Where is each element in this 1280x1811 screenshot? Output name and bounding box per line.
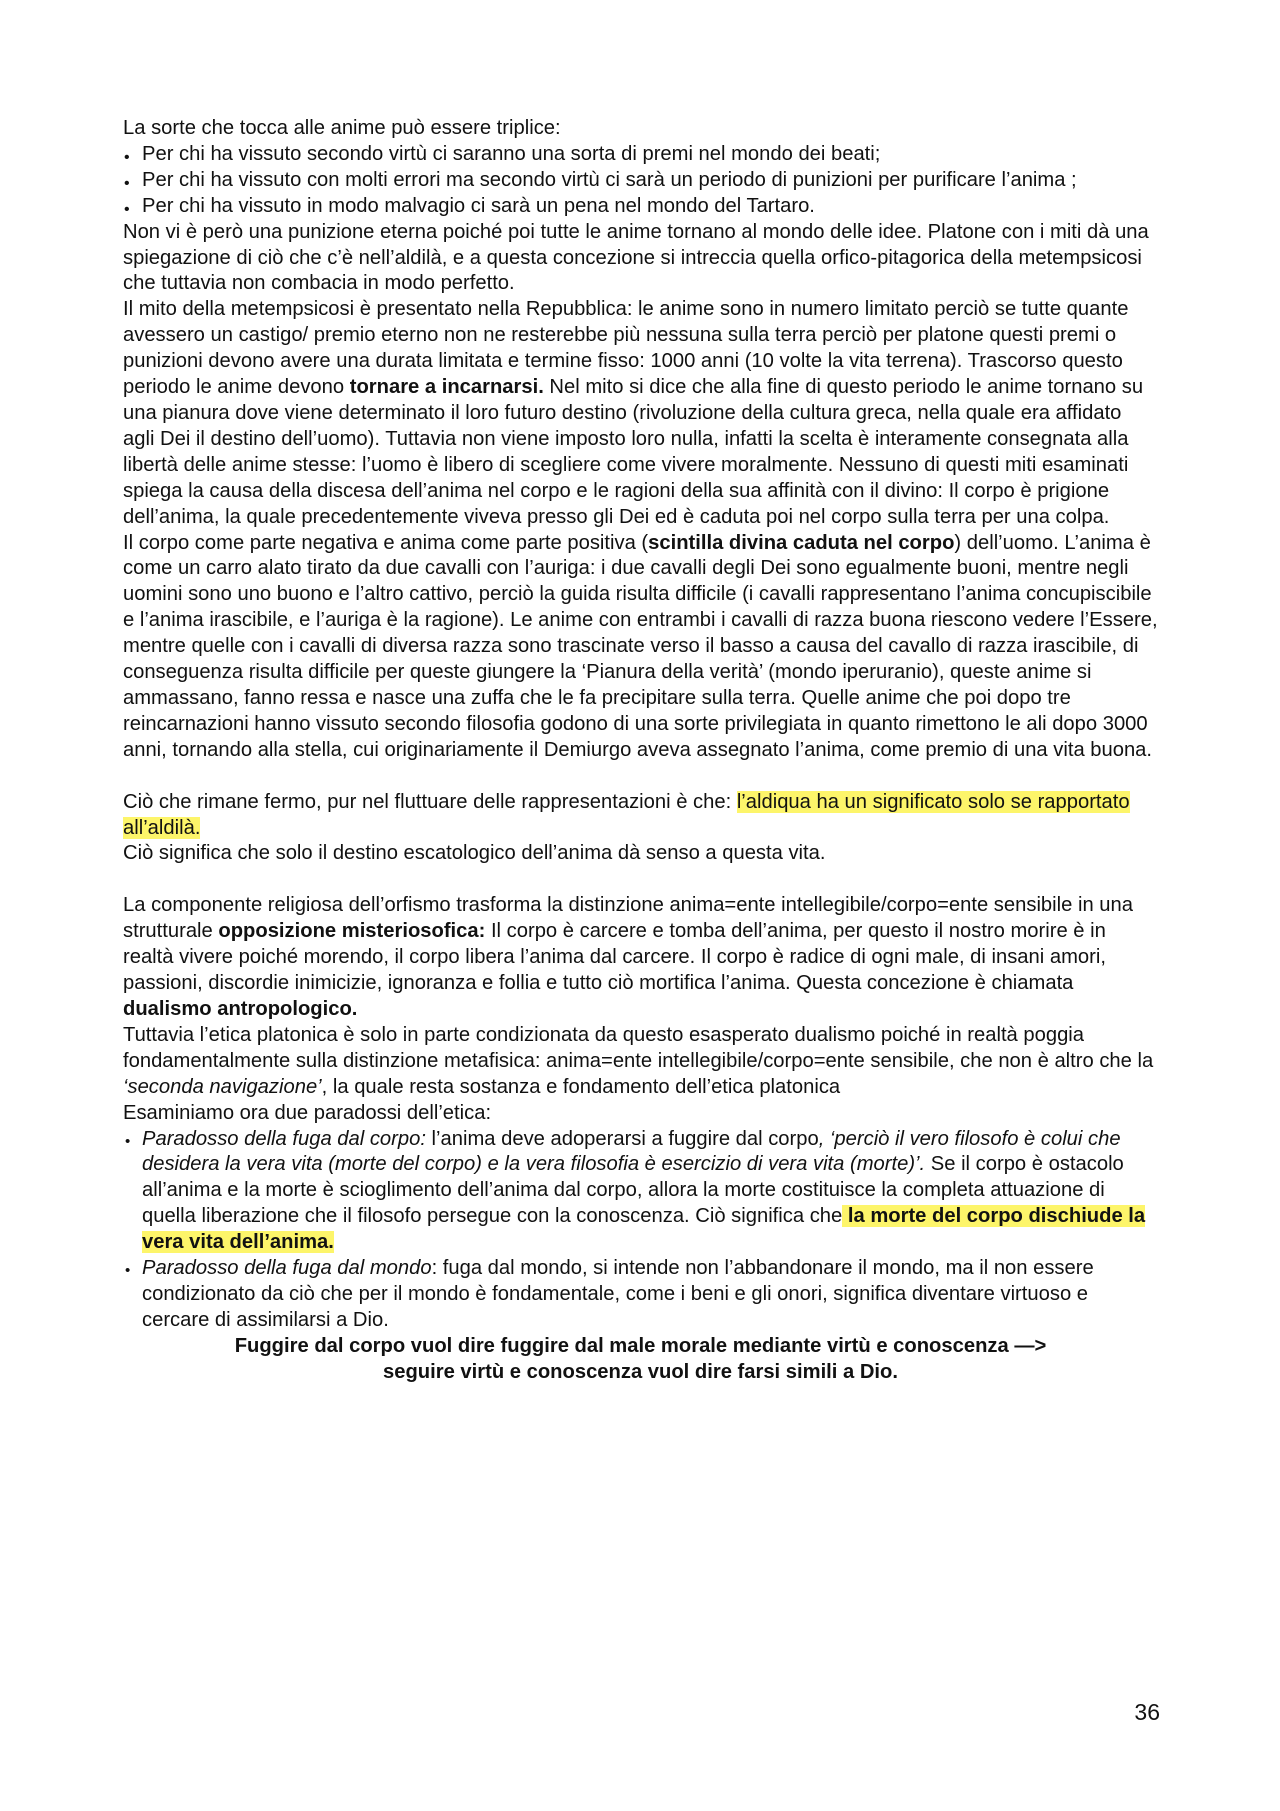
list-item: • Per chi ha vissuto con molti errori ma secondo virtù ci sarà un periodo di punizioni per purificare l’anima ; (123, 168, 1158, 194)
highlighted-text: l’aldiqua ha un significato solo se rapportato all’aldilà. (123, 790, 1130, 839)
fates-list (123, 142, 1158, 220)
conclusion-line: Fuggire dal corpo vuol dire fuggire dal male morale mediante virtù e conoscenza —> (234, 1334, 1047, 1357)
paradox-list (123, 1127, 1158, 1334)
paragraph: Il corpo come parte negativa e anima come parte positiva (scintilla divina caduta nel corpo) dell’uomo. L’anima è come un carro alato tirato da due cavalli con l’auriga: i due cavalli degli Dei sono egualmente buoni, mentre negli uomini sono uno buono e l’altro cattivo, perciò la guida risulta difficile (i cavalli rappresentano l’anima concupiscibile e l’anima irascibile, e l’auriga è la ragione). Le anime con entrambi i cavalli di razza buona riescono vedere l’Essere, mentre quelle con i cavalli di diversa razza sono trascinate verso il basso a causa del cavallo di razza irascibile, di conseguenza risulta difficile per queste giungere la ‘Pianura della verità’ (mondo iperuranio), queste anime si ammassano, fanno ressa e nasce una zuffa che le fa precipitare sulla terra. Quelle anime che poi dopo tre reincarnazioni hanno vissuto secondo filosofia godono di una sorte privilegiata in quanto rimettono le ali dopo 3000 anni, tornando alla stella, cui originariamente il Demiurgo aveva assegnato l’anima, come premio di una vita buona. (123, 531, 1158, 761)
bold-text: tornare a incarnarsi. (349, 376, 544, 399)
paragraph: Tuttavia l’etica platonica è solo in parte condizionata da questo esasperato dualismo poiché in realtà poggia fondamentalmente sulla distinzione metafisica: anima=ente intellegibile/corpo=ente sensibile, che non è altro che la ‘seconda navigazione’, la quale resta sostanza e fondamento dell’etica platonica (123, 1023, 1154, 1098)
paragraph: La componente religiosa dell’orfismo trasforma la distinzione anima=ente intellegibile/corpo=ente sensibile in una strutturale opposizione misteriosofica: Il corpo è carcere e tomba dell’anima, per questo il nostro morire è in realtà vivere poiché morendo, il corpo libera l’anima dal carcere. Il corpo è radice di ogni male, di insani amori, passioni, discordie inimicizie, ignoranza e follia e tutto ciò mortifica l’anima. Questa concezione è chiamata dualismo antropologico. (123, 894, 1133, 1020)
intro-text: La sorte che tocca alle anime può essere triplice: (123, 117, 561, 139)
paragraph: Esaminiamo ora due paradossi dell’etica: (123, 1101, 492, 1124)
highlighted-text: la morte del corpo dischiude la vera vita dell’anima. (142, 1205, 1146, 1254)
bold-text: dualismo antropologico. (123, 998, 358, 1020)
italic-text: ‘seconda navigazione’ (123, 1075, 322, 1098)
document-page (123, 116, 1158, 1386)
bold-text: opposizione misteriosofica: (218, 920, 486, 943)
conclusion-line: seguire virtù e conoscenza vuol dire farsi simili a Dio. (383, 1360, 898, 1383)
list-item: • Per chi ha vissuto secondo virtù ci saranno una sorta di premi nel mondo dei beati; (123, 142, 1158, 168)
list-item: • Paradosso della fuga dal mondo: fuga dal mondo, si intende non l’abbandonare il mondo, ma il non essere condizionato da ciò che per il mondo è fondamentale, come i beni e gli onori, significa diventare virtuoso e cercare di assimilarsi a Dio. (123, 1256, 1158, 1334)
bold-text: scintilla divina caduta nel corpo (648, 531, 955, 554)
paragraph: Il mito della metempsicosi è presentato nella Repubblica: le anime sono in numero limitato perciò se tutte quante avessero un castigo/ premio eterno non ne resterebbe più nessuna sulla terra perciò per platone questi premi o punizioni devono avere una durata limitata e termine fisso: 1000 anni (10 volte la vita terrena). Trascorso questo periodo le anime devono tornare a incarnarsi. Nel mito si dice che alla fine di questo periodo le anime tornano su una pianura dove viene determinato il loro futuro destino (rivoluzione della cultura greca, nella quale era affidato agli Dei il destino dell’uomo). Tuttavia non viene imposto loro nulla, infatti la scelta è interamente consegnata alla libertà delle anime stesse: l’uomo è libero di scegliere come vivere moralmente. Nessuno di questi miti esaminati spiega la causa della discesa dell’anima nel corpo e le ragioni della sua affinità con il divino: Il corpo è prigione dell’anima, la quale precedentemente viveva presso gli Dei ed è caduta poi nel corpo sulla terra per una colpa. (123, 298, 1144, 528)
page-number: 36 (1134, 1699, 1160, 1725)
list-item: • Paradosso della fuga dal corpo: l’anima deve adoperarsi a fuggire dal corpo, ‘perciò il vero filosofo è colui che desidera la vera vita (morte del corpo) e la vera filosofia è esercizio di vera vita (morte)’. Se il corpo è ostacolo all’anima e la morte è scioglimento dell’anima dal corpo, allora la morte costituisce la completa attuazione di quella liberazione che il filosofo persegue con la conoscenza. Ciò significa che la morte del corpo dischiude la vera vita dell’anima. (123, 1127, 1158, 1257)
paragraph: Ciò che rimane fermo, pur nel fluttuare delle rappresentazioni è che: l’aldiqua ha un significato solo se rapportato all’aldilà. (123, 790, 1130, 839)
paragraph: Non vi è però una punizione eterna poiché poi tutte le anime tornano al mondo delle idee. Platone con i miti dà una spiegazione di ciò che c’è nell’aldilà, e a questa concezione si intreccia quella orfico-pitagorica della metempsicosi che tuttavia non combacia in modo perfetto. (123, 220, 1149, 295)
paragraph: Ciò significa che solo il destino escatologico dell’anima dà senso a questa vita. (123, 842, 826, 865)
list-item: • Per chi ha vissuto in modo malvagio ci sarà un pena nel mondo del Tartaro. (123, 194, 1158, 220)
